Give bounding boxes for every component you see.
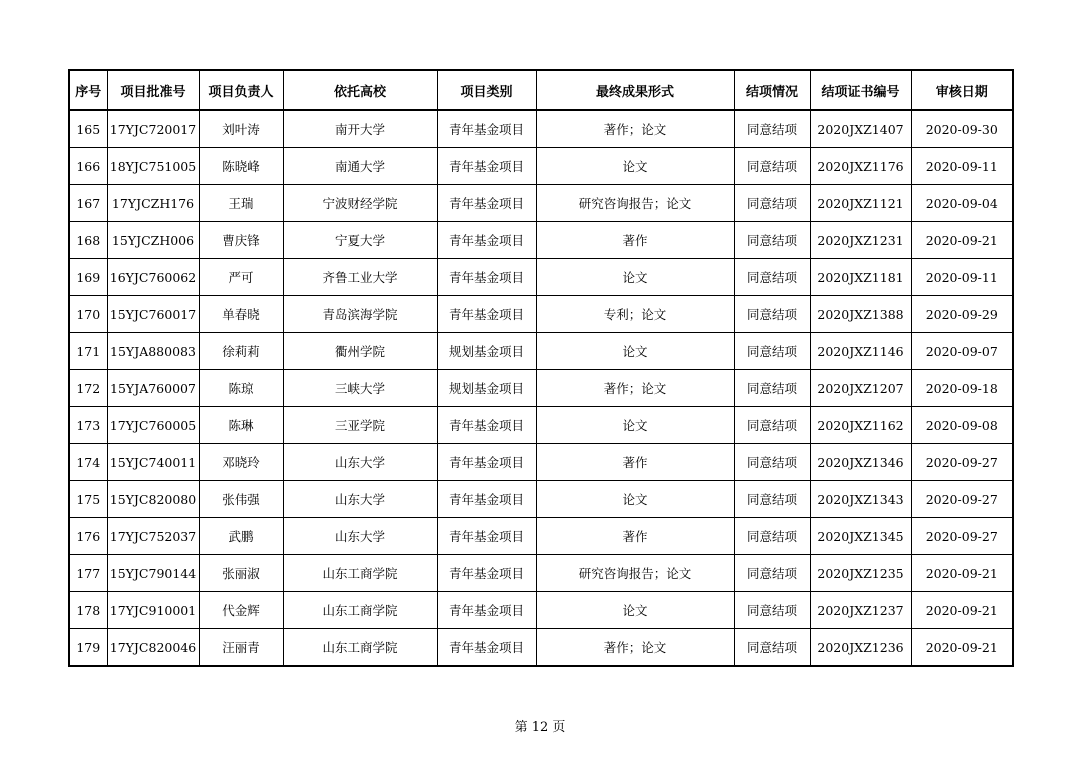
table-body bbox=[69, 110, 1013, 666]
cell-project-category: 青年基金项目 bbox=[437, 110, 536, 148]
cell-review-date: 2020-09-21 bbox=[911, 592, 1013, 629]
cell-final-output-form: 论文 bbox=[536, 148, 734, 185]
header-project-leader: 项目负责人 bbox=[199, 70, 283, 110]
cell-review-date: 2020-09-27 bbox=[911, 444, 1013, 481]
table-row bbox=[69, 629, 1013, 667]
cell-university: 齐鲁工业大学 bbox=[283, 259, 437, 296]
table-row bbox=[69, 444, 1013, 481]
cell-final-output-form: 著作；论文 bbox=[536, 629, 734, 667]
cell-project-category: 规划基金项目 bbox=[437, 333, 536, 370]
cell-index: 171 bbox=[69, 333, 107, 370]
cell-project-leader: 邓晓玲 bbox=[199, 444, 283, 481]
cell-final-output-form: 论文 bbox=[536, 481, 734, 518]
cell-completion-status: 同意结项 bbox=[734, 518, 810, 555]
cell-approval-number: 15YJC790144 bbox=[107, 555, 199, 592]
table-row bbox=[69, 185, 1013, 222]
cell-project-leader: 王瑞 bbox=[199, 185, 283, 222]
cell-university: 山东大学 bbox=[283, 444, 437, 481]
cell-approval-number: 18YJC751005 bbox=[107, 148, 199, 185]
header-index: 序号 bbox=[69, 70, 107, 110]
cell-certificate-number: 2020JXZ1146 bbox=[810, 333, 911, 370]
cell-completion-status: 同意结项 bbox=[734, 592, 810, 629]
cell-completion-status: 同意结项 bbox=[734, 296, 810, 333]
cell-review-date: 2020-09-18 bbox=[911, 370, 1013, 407]
results-table bbox=[68, 69, 1014, 667]
cell-project-category: 青年基金项目 bbox=[437, 481, 536, 518]
cell-index: 178 bbox=[69, 592, 107, 629]
page-number: 第 12 页 bbox=[514, 720, 566, 735]
cell-completion-status: 同意结项 bbox=[734, 148, 810, 185]
table-row bbox=[69, 407, 1013, 444]
cell-project-leader: 张伟强 bbox=[199, 481, 283, 518]
cell-university: 山东工商学院 bbox=[283, 629, 437, 667]
cell-review-date: 2020-09-29 bbox=[911, 296, 1013, 333]
cell-certificate-number: 2020JXZ1162 bbox=[810, 407, 911, 444]
cell-approval-number: 17YJC760005 bbox=[107, 407, 199, 444]
cell-project-leader: 代金辉 bbox=[199, 592, 283, 629]
cell-review-date: 2020-09-27 bbox=[911, 481, 1013, 518]
header-university: 依托高校 bbox=[283, 70, 437, 110]
cell-index: 166 bbox=[69, 148, 107, 185]
cell-review-date: 2020-09-21 bbox=[911, 555, 1013, 592]
table-header-row bbox=[69, 70, 1013, 110]
cell-approval-number: 15YJA760007 bbox=[107, 370, 199, 407]
cell-project-category: 青年基金项目 bbox=[437, 148, 536, 185]
cell-certificate-number: 2020JXZ1235 bbox=[810, 555, 911, 592]
cell-approval-number: 17YJC910001 bbox=[107, 592, 199, 629]
cell-approval-number: 17YJC720017 bbox=[107, 110, 199, 148]
cell-project-leader: 汪丽青 bbox=[199, 629, 283, 667]
cell-project-category: 规划基金项目 bbox=[437, 370, 536, 407]
table-row bbox=[69, 333, 1013, 370]
cell-approval-number: 15YJA880083 bbox=[107, 333, 199, 370]
table-row bbox=[69, 222, 1013, 259]
cell-certificate-number: 2020JXZ1343 bbox=[810, 481, 911, 518]
cell-completion-status: 同意结项 bbox=[734, 222, 810, 259]
cell-university: 三亚学院 bbox=[283, 407, 437, 444]
cell-completion-status: 同意结项 bbox=[734, 481, 810, 518]
cell-final-output-form: 论文 bbox=[536, 592, 734, 629]
cell-university: 山东大学 bbox=[283, 481, 437, 518]
cell-index: 167 bbox=[69, 185, 107, 222]
cell-university: 山东工商学院 bbox=[283, 555, 437, 592]
cell-approval-number: 15YJC740011 bbox=[107, 444, 199, 481]
cell-project-category: 青年基金项目 bbox=[437, 296, 536, 333]
cell-review-date: 2020-09-07 bbox=[911, 333, 1013, 370]
cell-project-leader: 陈琳 bbox=[199, 407, 283, 444]
cell-approval-number: 17YJCZH176 bbox=[107, 185, 199, 222]
cell-certificate-number: 2020JXZ1207 bbox=[810, 370, 911, 407]
cell-project-leader: 曹庆锋 bbox=[199, 222, 283, 259]
cell-completion-status: 同意结项 bbox=[734, 555, 810, 592]
cell-certificate-number: 2020JXZ1181 bbox=[810, 259, 911, 296]
cell-project-category: 青年基金项目 bbox=[437, 259, 536, 296]
cell-review-date: 2020-09-21 bbox=[911, 222, 1013, 259]
cell-certificate-number: 2020JXZ1237 bbox=[810, 592, 911, 629]
table-row bbox=[69, 592, 1013, 629]
cell-completion-status: 同意结项 bbox=[734, 110, 810, 148]
header-review-date: 审核日期 bbox=[911, 70, 1013, 110]
cell-approval-number: 15YJC820080 bbox=[107, 481, 199, 518]
header-completion-status: 结项情况 bbox=[734, 70, 810, 110]
table-row bbox=[69, 481, 1013, 518]
cell-index: 174 bbox=[69, 444, 107, 481]
cell-project-leader: 武鹏 bbox=[199, 518, 283, 555]
cell-completion-status: 同意结项 bbox=[734, 370, 810, 407]
cell-index: 168 bbox=[69, 222, 107, 259]
cell-review-date: 2020-09-11 bbox=[911, 259, 1013, 296]
cell-review-date: 2020-09-11 bbox=[911, 148, 1013, 185]
cell-final-output-form: 著作 bbox=[536, 222, 734, 259]
cell-final-output-form: 专利；论文 bbox=[536, 296, 734, 333]
cell-project-category: 青年基金项目 bbox=[437, 185, 536, 222]
cell-review-date: 2020-09-04 bbox=[911, 185, 1013, 222]
cell-index: 176 bbox=[69, 518, 107, 555]
cell-index: 172 bbox=[69, 370, 107, 407]
cell-final-output-form: 著作；论文 bbox=[536, 110, 734, 148]
cell-project-category: 青年基金项目 bbox=[437, 555, 536, 592]
cell-approval-number: 17YJC752037 bbox=[107, 518, 199, 555]
cell-completion-status: 同意结项 bbox=[734, 407, 810, 444]
table-row bbox=[69, 259, 1013, 296]
cell-review-date: 2020-09-08 bbox=[911, 407, 1013, 444]
cell-approval-number: 15YJCZH006 bbox=[107, 222, 199, 259]
header-approval-number: 项目批准号 bbox=[107, 70, 199, 110]
cell-final-output-form: 著作；论文 bbox=[536, 370, 734, 407]
cell-review-date: 2020-09-30 bbox=[911, 110, 1013, 148]
cell-project-leader: 陈琼 bbox=[199, 370, 283, 407]
cell-project-leader: 陈晓峰 bbox=[199, 148, 283, 185]
header-certificate-number: 结项证书编号 bbox=[810, 70, 911, 110]
header-project-category: 项目类别 bbox=[437, 70, 536, 110]
cell-project-category: 青年基金项目 bbox=[437, 407, 536, 444]
cell-certificate-number: 2020JXZ1346 bbox=[810, 444, 911, 481]
cell-certificate-number: 2020JXZ1236 bbox=[810, 629, 911, 667]
cell-completion-status: 同意结项 bbox=[734, 333, 810, 370]
cell-final-output-form: 论文 bbox=[536, 407, 734, 444]
cell-university: 衢州学院 bbox=[283, 333, 437, 370]
cell-index: 173 bbox=[69, 407, 107, 444]
cell-university: 南通大学 bbox=[283, 148, 437, 185]
cell-review-date: 2020-09-27 bbox=[911, 518, 1013, 555]
cell-approval-number: 15YJC760017 bbox=[107, 296, 199, 333]
cell-project-leader: 张丽淑 bbox=[199, 555, 283, 592]
cell-certificate-number: 2020JXZ1345 bbox=[810, 518, 911, 555]
cell-index: 179 bbox=[69, 629, 107, 667]
cell-project-category: 青年基金项目 bbox=[437, 222, 536, 259]
cell-university: 青岛滨海学院 bbox=[283, 296, 437, 333]
cell-completion-status: 同意结项 bbox=[734, 185, 810, 222]
cell-university: 南开大学 bbox=[283, 110, 437, 148]
table-row bbox=[69, 148, 1013, 185]
cell-project-leader: 严可 bbox=[199, 259, 283, 296]
cell-certificate-number: 2020JXZ1121 bbox=[810, 185, 911, 222]
cell-project-category: 青年基金项目 bbox=[437, 592, 536, 629]
cell-university: 宁夏大学 bbox=[283, 222, 437, 259]
cell-final-output-form: 研究咨询报告；论文 bbox=[536, 185, 734, 222]
table-row bbox=[69, 555, 1013, 592]
cell-certificate-number: 2020JXZ1231 bbox=[810, 222, 911, 259]
table-row bbox=[69, 370, 1013, 407]
cell-project-category: 青年基金项目 bbox=[437, 629, 536, 667]
cell-project-category: 青年基金项目 bbox=[437, 518, 536, 555]
cell-index: 169 bbox=[69, 259, 107, 296]
table-row bbox=[69, 518, 1013, 555]
cell-project-leader: 刘叶涛 bbox=[199, 110, 283, 148]
cell-project-leader: 徐莉莉 bbox=[199, 333, 283, 370]
cell-completion-status: 同意结项 bbox=[734, 629, 810, 667]
cell-index: 177 bbox=[69, 555, 107, 592]
cell-certificate-number: 2020JXZ1407 bbox=[810, 110, 911, 148]
cell-certificate-number: 2020JXZ1176 bbox=[810, 148, 911, 185]
table-row bbox=[69, 110, 1013, 148]
cell-review-date: 2020-09-21 bbox=[911, 629, 1013, 667]
cell-final-output-form: 著作 bbox=[536, 444, 734, 481]
cell-university: 三峡大学 bbox=[283, 370, 437, 407]
cell-approval-number: 17YJC820046 bbox=[107, 629, 199, 667]
cell-final-output-form: 论文 bbox=[536, 333, 734, 370]
header-final-output-form: 最终成果形式 bbox=[536, 70, 734, 110]
cell-index: 170 bbox=[69, 296, 107, 333]
cell-final-output-form: 论文 bbox=[536, 259, 734, 296]
cell-university: 山东大学 bbox=[283, 518, 437, 555]
cell-university: 山东工商学院 bbox=[283, 592, 437, 629]
cell-index: 175 bbox=[69, 481, 107, 518]
cell-certificate-number: 2020JXZ1388 bbox=[810, 296, 911, 333]
cell-university: 宁波财经学院 bbox=[283, 185, 437, 222]
table-row bbox=[69, 296, 1013, 333]
cell-index: 165 bbox=[69, 110, 107, 148]
cell-project-category: 青年基金项目 bbox=[437, 444, 536, 481]
cell-completion-status: 同意结项 bbox=[734, 444, 810, 481]
cell-final-output-form: 研究咨询报告；论文 bbox=[536, 555, 734, 592]
cell-completion-status: 同意结项 bbox=[734, 259, 810, 296]
cell-approval-number: 16YJC760062 bbox=[107, 259, 199, 296]
cell-project-leader: 单春晓 bbox=[199, 296, 283, 333]
cell-final-output-form: 著作 bbox=[536, 518, 734, 555]
